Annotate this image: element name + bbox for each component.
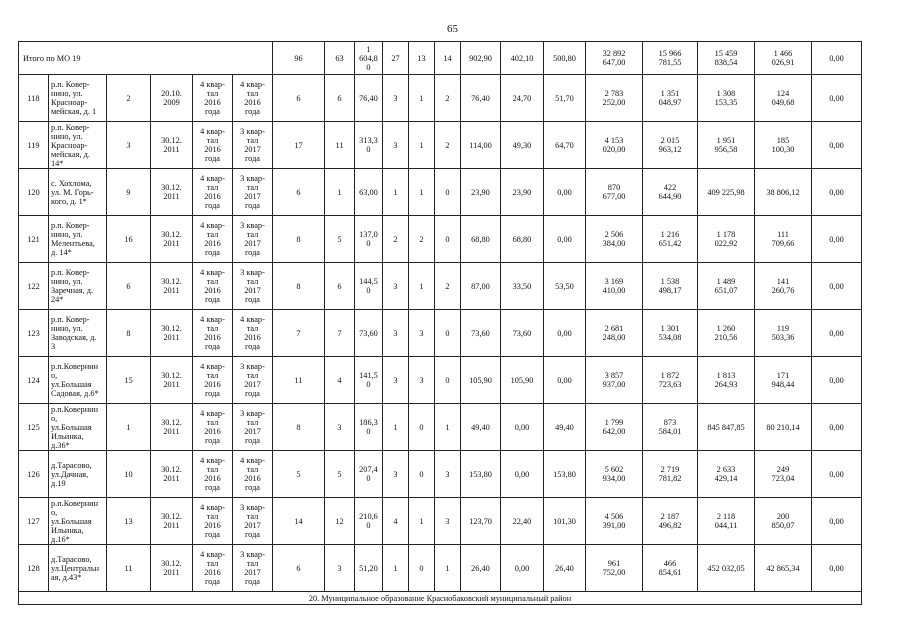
table-row	[19, 216, 862, 263]
value-cell: 12	[325, 498, 355, 545]
value-cell: 0	[409, 451, 435, 498]
address-cell: р.п.Ковернин о, ул.Большая Ильинка, д.16*	[49, 498, 107, 545]
value-cell: 200 850,07	[755, 498, 812, 545]
total-cell: 402,10	[501, 42, 544, 75]
value-cell: 114,00	[461, 122, 501, 169]
end-quarter-cell: 3 квар- тал 2017 года	[233, 498, 273, 545]
value-cell: 123,70	[461, 498, 501, 545]
value-cell: 0,00	[501, 404, 544, 451]
value-cell: 961 752,00	[586, 545, 643, 592]
value-cell: 1	[409, 75, 435, 122]
value-cell: 3 169 410,00	[586, 263, 643, 310]
value-cell: 1 489 651,07	[698, 263, 755, 310]
value-cell: 3 857 937,00	[586, 357, 643, 404]
row-number-cell: 118	[19, 75, 49, 122]
value-cell: 5	[273, 451, 325, 498]
date-cell: 30.12. 2011	[151, 122, 193, 169]
total-cell: 27	[383, 42, 409, 75]
value-cell: 3	[383, 310, 409, 357]
value-cell: 11	[107, 545, 151, 592]
value-cell: 1	[435, 545, 461, 592]
value-cell: 0,00	[812, 545, 862, 592]
value-cell: 4 153 020,00	[586, 122, 643, 169]
row-number-cell: 126	[19, 451, 49, 498]
total-cell: 96	[273, 42, 325, 75]
date-cell: 30.12. 2011	[151, 169, 193, 216]
value-cell: 15	[107, 357, 151, 404]
table-row	[19, 310, 862, 357]
start-quarter-cell: 4 квар- тал 2016 года	[193, 545, 233, 592]
value-cell: 6	[273, 75, 325, 122]
value-cell: 111 709,66	[755, 216, 812, 263]
table-row	[19, 545, 862, 592]
value-cell: 4 506 391,00	[586, 498, 643, 545]
value-cell: 5 602 934,00	[586, 451, 643, 498]
value-cell: 3	[383, 75, 409, 122]
value-cell: 0	[409, 404, 435, 451]
area-cell: 76,40	[355, 75, 383, 122]
value-cell: 0	[409, 545, 435, 592]
value-cell: 76,40	[461, 75, 501, 122]
start-quarter-cell: 4 квар- тал 2016 года	[193, 122, 233, 169]
value-cell: 11	[325, 122, 355, 169]
address-cell: с. Хохлома, ул. М. Горь- кого, д. 1*	[49, 169, 107, 216]
value-cell: 1	[383, 169, 409, 216]
table-row	[19, 498, 862, 545]
value-cell: 2 118 044,11	[698, 498, 755, 545]
area-cell: 313,3 0	[355, 122, 383, 169]
page-number: 65	[447, 23, 458, 35]
value-cell: 1 260 210,56	[698, 310, 755, 357]
value-cell: 3	[383, 263, 409, 310]
value-cell: 0,00	[812, 263, 862, 310]
end-quarter-cell: 4 квар- тал 2016 года	[233, 310, 273, 357]
value-cell: 3	[383, 122, 409, 169]
value-cell: 409 225,98	[698, 169, 755, 216]
housing-table	[18, 41, 862, 605]
date-cell: 30.12. 2011	[151, 310, 193, 357]
end-quarter-cell: 3 квар- тал 2017 года	[233, 545, 273, 592]
value-cell: 0	[435, 310, 461, 357]
total-cell: 14	[435, 42, 461, 75]
value-cell: 6	[325, 75, 355, 122]
value-cell: 0,00	[501, 545, 544, 592]
address-cell: р.п. Ковер- нино, ул. Мелентьева, д. 14*	[49, 216, 107, 263]
start-quarter-cell: 4 квар- тал 2016 года	[193, 169, 233, 216]
total-cell: 32 892 647,00	[586, 42, 643, 75]
table-row	[19, 404, 862, 451]
value-cell: 6	[273, 169, 325, 216]
value-cell: 3	[409, 357, 435, 404]
row-number-cell: 121	[19, 216, 49, 263]
value-cell: 13	[107, 498, 151, 545]
value-cell: 3	[435, 498, 461, 545]
value-cell: 23,90	[501, 169, 544, 216]
value-cell: 11	[273, 357, 325, 404]
value-cell: 845 847,85	[698, 404, 755, 451]
row-number-cell: 128	[19, 545, 49, 592]
value-cell: 9	[107, 169, 151, 216]
value-cell: 0	[435, 169, 461, 216]
start-quarter-cell: 4 квар- тал 2016 года	[193, 498, 233, 545]
value-cell: 105,90	[461, 357, 501, 404]
value-cell: 53,50	[544, 263, 586, 310]
area-cell: 210,6 0	[355, 498, 383, 545]
value-cell: 171 948,44	[755, 357, 812, 404]
value-cell: 2	[435, 75, 461, 122]
value-cell: 5	[325, 451, 355, 498]
end-quarter-cell: 3 квар- тал 2017 года	[233, 263, 273, 310]
area-cell: 144,5 0	[355, 263, 383, 310]
value-cell: 3	[383, 451, 409, 498]
value-cell: 23,90	[461, 169, 501, 216]
value-cell: 185 100,30	[755, 122, 812, 169]
value-cell: 1 813 264,93	[698, 357, 755, 404]
total-label: Итого по МО 19	[19, 42, 273, 75]
date-cell: 30.12. 2011	[151, 404, 193, 451]
value-cell: 26,40	[544, 545, 586, 592]
value-cell: 124 049,68	[755, 75, 812, 122]
total-cell: 15 459 838,54	[698, 42, 755, 75]
date-cell: 30.12. 2011	[151, 357, 193, 404]
value-cell: 68,80	[501, 216, 544, 263]
value-cell: 5	[325, 216, 355, 263]
value-cell: 14	[273, 498, 325, 545]
start-quarter-cell: 4 квар- тал 2016 года	[193, 75, 233, 122]
section-footer-row	[19, 592, 862, 605]
value-cell: 24,70	[501, 75, 544, 122]
value-cell: 2 681 248,00	[586, 310, 643, 357]
value-cell: 0,00	[544, 216, 586, 263]
value-cell: 73,60	[461, 310, 501, 357]
value-cell: 1	[409, 263, 435, 310]
value-cell: 153,80	[544, 451, 586, 498]
value-cell: 51,70	[544, 75, 586, 122]
date-cell: 20.10. 2009	[151, 75, 193, 122]
value-cell: 4	[325, 357, 355, 404]
total-cell: 13	[409, 42, 435, 75]
table-row	[19, 122, 862, 169]
value-cell: 38 806,12	[755, 169, 812, 216]
value-cell: 80 210,14	[755, 404, 812, 451]
total-row	[19, 42, 862, 75]
value-cell: 870 677,00	[586, 169, 643, 216]
value-cell: 42 865,34	[755, 545, 812, 592]
total-cell: 63	[325, 42, 355, 75]
address-cell: р.п. Ковер- нино, ул. Краснoар- мейская, д. 1	[49, 75, 107, 122]
table-row	[19, 75, 862, 122]
value-cell: 17	[273, 122, 325, 169]
end-quarter-cell: 3 квар- тал 2017 года	[233, 122, 273, 169]
value-cell: 0,00	[544, 169, 586, 216]
table-row	[19, 263, 862, 310]
value-cell: 8	[273, 404, 325, 451]
value-cell: 1 872 723,63	[643, 357, 698, 404]
value-cell: 26,40	[461, 545, 501, 592]
value-cell: 0	[435, 216, 461, 263]
value-cell: 3	[435, 451, 461, 498]
value-cell: 16	[107, 216, 151, 263]
total-cell: 1 604,8 0	[355, 42, 383, 75]
value-cell: 422 644,90	[643, 169, 698, 216]
value-cell: 8	[107, 310, 151, 357]
value-cell: 68,80	[461, 216, 501, 263]
value-cell: 0,00	[812, 498, 862, 545]
end-quarter-cell: 3 квар- тал 2017 года	[233, 216, 273, 263]
row-number-cell: 123	[19, 310, 49, 357]
value-cell: 2	[383, 216, 409, 263]
row-number-cell: 120	[19, 169, 49, 216]
value-cell: 101,30	[544, 498, 586, 545]
area-cell: 137,0 0	[355, 216, 383, 263]
value-cell: 7	[273, 310, 325, 357]
area-cell: 141,5 0	[355, 357, 383, 404]
value-cell: 1 308 153,35	[698, 75, 755, 122]
value-cell: 0,00	[544, 357, 586, 404]
row-number-cell: 127	[19, 498, 49, 545]
end-quarter-cell: 3 квар- тал 2017 года	[233, 357, 273, 404]
address-cell: д.Тарасово, ул.Дачная, д.19	[49, 451, 107, 498]
address-cell: р.п. Ковер- нино, ул. Краснoар- мейская, д. 14*	[49, 122, 107, 169]
value-cell: 0	[435, 357, 461, 404]
start-quarter-cell: 4 квар- тал 2016 года	[193, 404, 233, 451]
section-title: 20. Муниципальное образование Краснобаковский муниципальный район	[19, 592, 862, 605]
start-quarter-cell: 4 квар- тал 2016 года	[193, 310, 233, 357]
value-cell: 1 799 642,00	[586, 404, 643, 451]
row-number-cell: 119	[19, 122, 49, 169]
address-cell: р.п.Ковернин о, ул.Большая Ильинка, д.36*	[49, 404, 107, 451]
value-cell: 6	[273, 545, 325, 592]
value-cell: 6	[107, 263, 151, 310]
table-row	[19, 451, 862, 498]
value-cell: 49,30	[501, 122, 544, 169]
value-cell: 0,00	[812, 169, 862, 216]
start-quarter-cell: 4 квар- тал 2016 года	[193, 451, 233, 498]
value-cell: 4	[383, 498, 409, 545]
start-quarter-cell: 4 квар- тал 2016 года	[193, 263, 233, 310]
value-cell: 64,70	[544, 122, 586, 169]
total-cell: 0,00	[812, 42, 862, 75]
value-cell: 8	[273, 216, 325, 263]
value-cell: 1	[383, 545, 409, 592]
value-cell: 2	[435, 263, 461, 310]
value-cell: 87,00	[461, 263, 501, 310]
value-cell: 0,00	[812, 310, 862, 357]
end-quarter-cell: 3 квар- тал 2017 года	[233, 404, 273, 451]
area-cell: 63,00	[355, 169, 383, 216]
value-cell: 1 351 048,97	[643, 75, 698, 122]
value-cell: 0,00	[812, 451, 862, 498]
value-cell: 153,80	[461, 451, 501, 498]
total-cell: 500,80	[544, 42, 586, 75]
start-quarter-cell: 4 квар- тал 2016 года	[193, 216, 233, 263]
value-cell: 49,40	[461, 404, 501, 451]
total-cell: 1 466 026,91	[755, 42, 812, 75]
address-cell: р.п.Ковернин о, ул.Большая Садовая, д.6*	[49, 357, 107, 404]
end-quarter-cell: 4 квар- тал 2016 года	[233, 75, 273, 122]
value-cell: 873 584,01	[643, 404, 698, 451]
value-cell: 0,00	[812, 216, 862, 263]
value-cell: 10	[107, 451, 151, 498]
address-cell: д.Тарасово, ул.Центральн ая, д.43*	[49, 545, 107, 592]
address-cell: р.п. Ковер- нино, ул. Заводская, д. 3	[49, 310, 107, 357]
value-cell: 1 178 022,92	[698, 216, 755, 263]
date-cell: 30.12. 2011	[151, 545, 193, 592]
date-cell: 30.12. 2011	[151, 498, 193, 545]
value-cell: 3	[325, 545, 355, 592]
value-cell: 1	[409, 498, 435, 545]
value-cell: 0,00	[812, 404, 862, 451]
value-cell: 1	[325, 169, 355, 216]
value-cell: 3	[383, 357, 409, 404]
row-number-cell: 122	[19, 263, 49, 310]
row-number-cell: 124	[19, 357, 49, 404]
value-cell: 22,40	[501, 498, 544, 545]
value-cell: 1 538 498,17	[643, 263, 698, 310]
value-cell: 2 633 429,14	[698, 451, 755, 498]
value-cell: 2 719 781,82	[643, 451, 698, 498]
value-cell: 1	[409, 122, 435, 169]
value-cell: 2 187 496,82	[643, 498, 698, 545]
total-cell: 902,90	[461, 42, 501, 75]
start-quarter-cell: 4 квар- тал 2016 года	[193, 357, 233, 404]
value-cell: 119 503,36	[755, 310, 812, 357]
value-cell: 466 854,61	[643, 545, 698, 592]
value-cell: 7	[325, 310, 355, 357]
total-cell: 15 966 781,55	[643, 42, 698, 75]
value-cell: 73,60	[501, 310, 544, 357]
value-cell: 3	[107, 122, 151, 169]
value-cell: 105,90	[501, 357, 544, 404]
table-row	[19, 169, 862, 216]
value-cell: 1	[435, 404, 461, 451]
value-cell: 1 301 534,08	[643, 310, 698, 357]
value-cell: 1	[409, 169, 435, 216]
address-cell: р.п. Ковер- нино, ул. Заречная, д. 24*	[49, 263, 107, 310]
value-cell: 2	[107, 75, 151, 122]
end-quarter-cell: 4 квар- тал 2016 года	[233, 451, 273, 498]
value-cell: 1 951 956,58	[698, 122, 755, 169]
area-cell: 207,4 0	[355, 451, 383, 498]
value-cell: 0,00	[544, 310, 586, 357]
value-cell: 2 783 252,00	[586, 75, 643, 122]
date-cell: 30.12. 2011	[151, 451, 193, 498]
value-cell: 2	[409, 216, 435, 263]
value-cell: 1	[107, 404, 151, 451]
date-cell: 30.12. 2011	[151, 216, 193, 263]
value-cell: 8	[273, 263, 325, 310]
value-cell: 3	[325, 404, 355, 451]
value-cell: 1 216 651,42	[643, 216, 698, 263]
end-quarter-cell: 3 квар- тал 2017 года	[233, 169, 273, 216]
value-cell: 2	[435, 122, 461, 169]
value-cell: 3	[409, 310, 435, 357]
value-cell: 141 260,76	[755, 263, 812, 310]
value-cell: 33,50	[501, 263, 544, 310]
value-cell: 0,00	[812, 357, 862, 404]
date-cell: 30.12. 2011	[151, 263, 193, 310]
value-cell: 49,40	[544, 404, 586, 451]
area-cell: 51,20	[355, 545, 383, 592]
row-number-cell: 125	[19, 404, 49, 451]
value-cell: 0,00	[812, 75, 862, 122]
value-cell: 452 032,05	[698, 545, 755, 592]
value-cell: 2 506 384,00	[586, 216, 643, 263]
value-cell: 0,00	[501, 451, 544, 498]
area-cell: 73,60	[355, 310, 383, 357]
value-cell: 2 015 963,12	[643, 122, 698, 169]
value-cell: 6	[325, 263, 355, 310]
value-cell: 1	[383, 404, 409, 451]
table-row	[19, 357, 862, 404]
value-cell: 249 723,04	[755, 451, 812, 498]
area-cell: 186,3 0	[355, 404, 383, 451]
value-cell: 0,00	[812, 122, 862, 169]
